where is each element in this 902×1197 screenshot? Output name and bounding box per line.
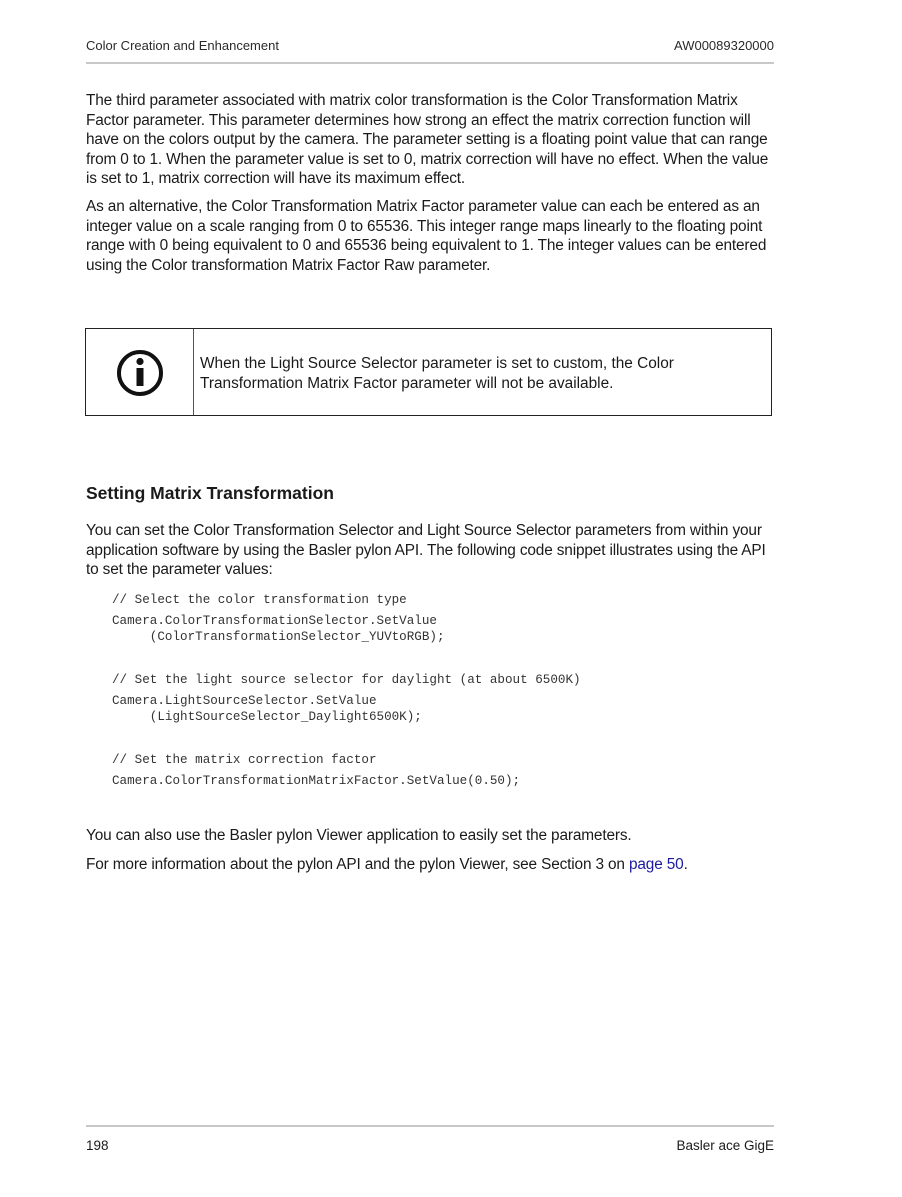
- header-rule: [86, 62, 774, 64]
- note-box: [85, 328, 772, 416]
- code-line: // Select the color transformation type: [112, 593, 407, 607]
- note-text: When the Light Source Selector parameter is set to custom, the Color Transformation Matrix Factor parameter will not be available.: [200, 355, 674, 392]
- code-line: Camera.ColorTransformationSelector.SetValue: [112, 614, 437, 628]
- paragraph-matrix-factor: The third parameter associated with matrix color transformation is the Color Transformation Matrix Factor parameter. This parameter determines how strong an effect the matrix correction function will have on the colors output by the camera. The parameter setting is a floating point value that can range from 0 to 1. When the parameter value is set to 0, matrix correction will have no effect. When the value is set to 1, matrix correction will have its maximum effect.: [86, 92, 769, 188]
- paragraph-api-intro: You can set the Color Transformation Selector and Light Source Selector parameters from within your application software by using the Basler pylon API. The following code snippet illustrates using the API to set the parameter values:: [86, 522, 766, 579]
- info-icon: [116, 349, 164, 397]
- paragraph-integer-alternative: As an alternative, the Color Transformation Matrix Factor parameter value can each be entered as an integer value on a scale ranging from 0 to 65536. This integer range maps linearly to the floating point range with 0 being equivalent to 0 and 65536 being equivalent to 1. The integer values can be entered using the Color transformation Matrix Factor Raw parameter.: [86, 198, 767, 274]
- code-line: (LightSourceSelector_Daylight6500K);: [112, 710, 422, 724]
- header-section-title: Color Creation and Enhancement: [86, 38, 279, 53]
- code-line: // Set the matrix correction factor: [112, 753, 377, 767]
- code-line: Camera.LightSourceSelector.SetValue: [112, 694, 377, 708]
- footer-page-number: 198: [86, 1138, 109, 1153]
- code-line: (ColorTransformationSelector_YUVtoRGB);: [112, 630, 445, 644]
- footer-rule: [86, 1125, 774, 1127]
- code-line: // Set the light source selector for daylight (at about 6500K): [112, 673, 581, 687]
- more-info-period: .: [683, 856, 688, 873]
- paragraph-more-info: [86, 855, 776, 875]
- more-info-text: For more information about the pylon API and the pylon Viewer, see Section 3 on: [86, 856, 629, 873]
- code-line: Camera.ColorTransformationMatrixFactor.SetValue(0.50);: [112, 774, 521, 788]
- page-50-link[interactable]: page 50: [628, 856, 684, 873]
- header-doc-number: AW00089320000: [674, 38, 774, 53]
- footer-product: Basler ace GigE: [676, 1138, 774, 1153]
- note-icon-cell: [86, 329, 194, 415]
- section-heading: Setting Matrix Transformation: [86, 483, 334, 503]
- paragraph-pylon-viewer: You can also use the Basler pylon Viewer application to easily set the parameters.: [86, 827, 632, 844]
